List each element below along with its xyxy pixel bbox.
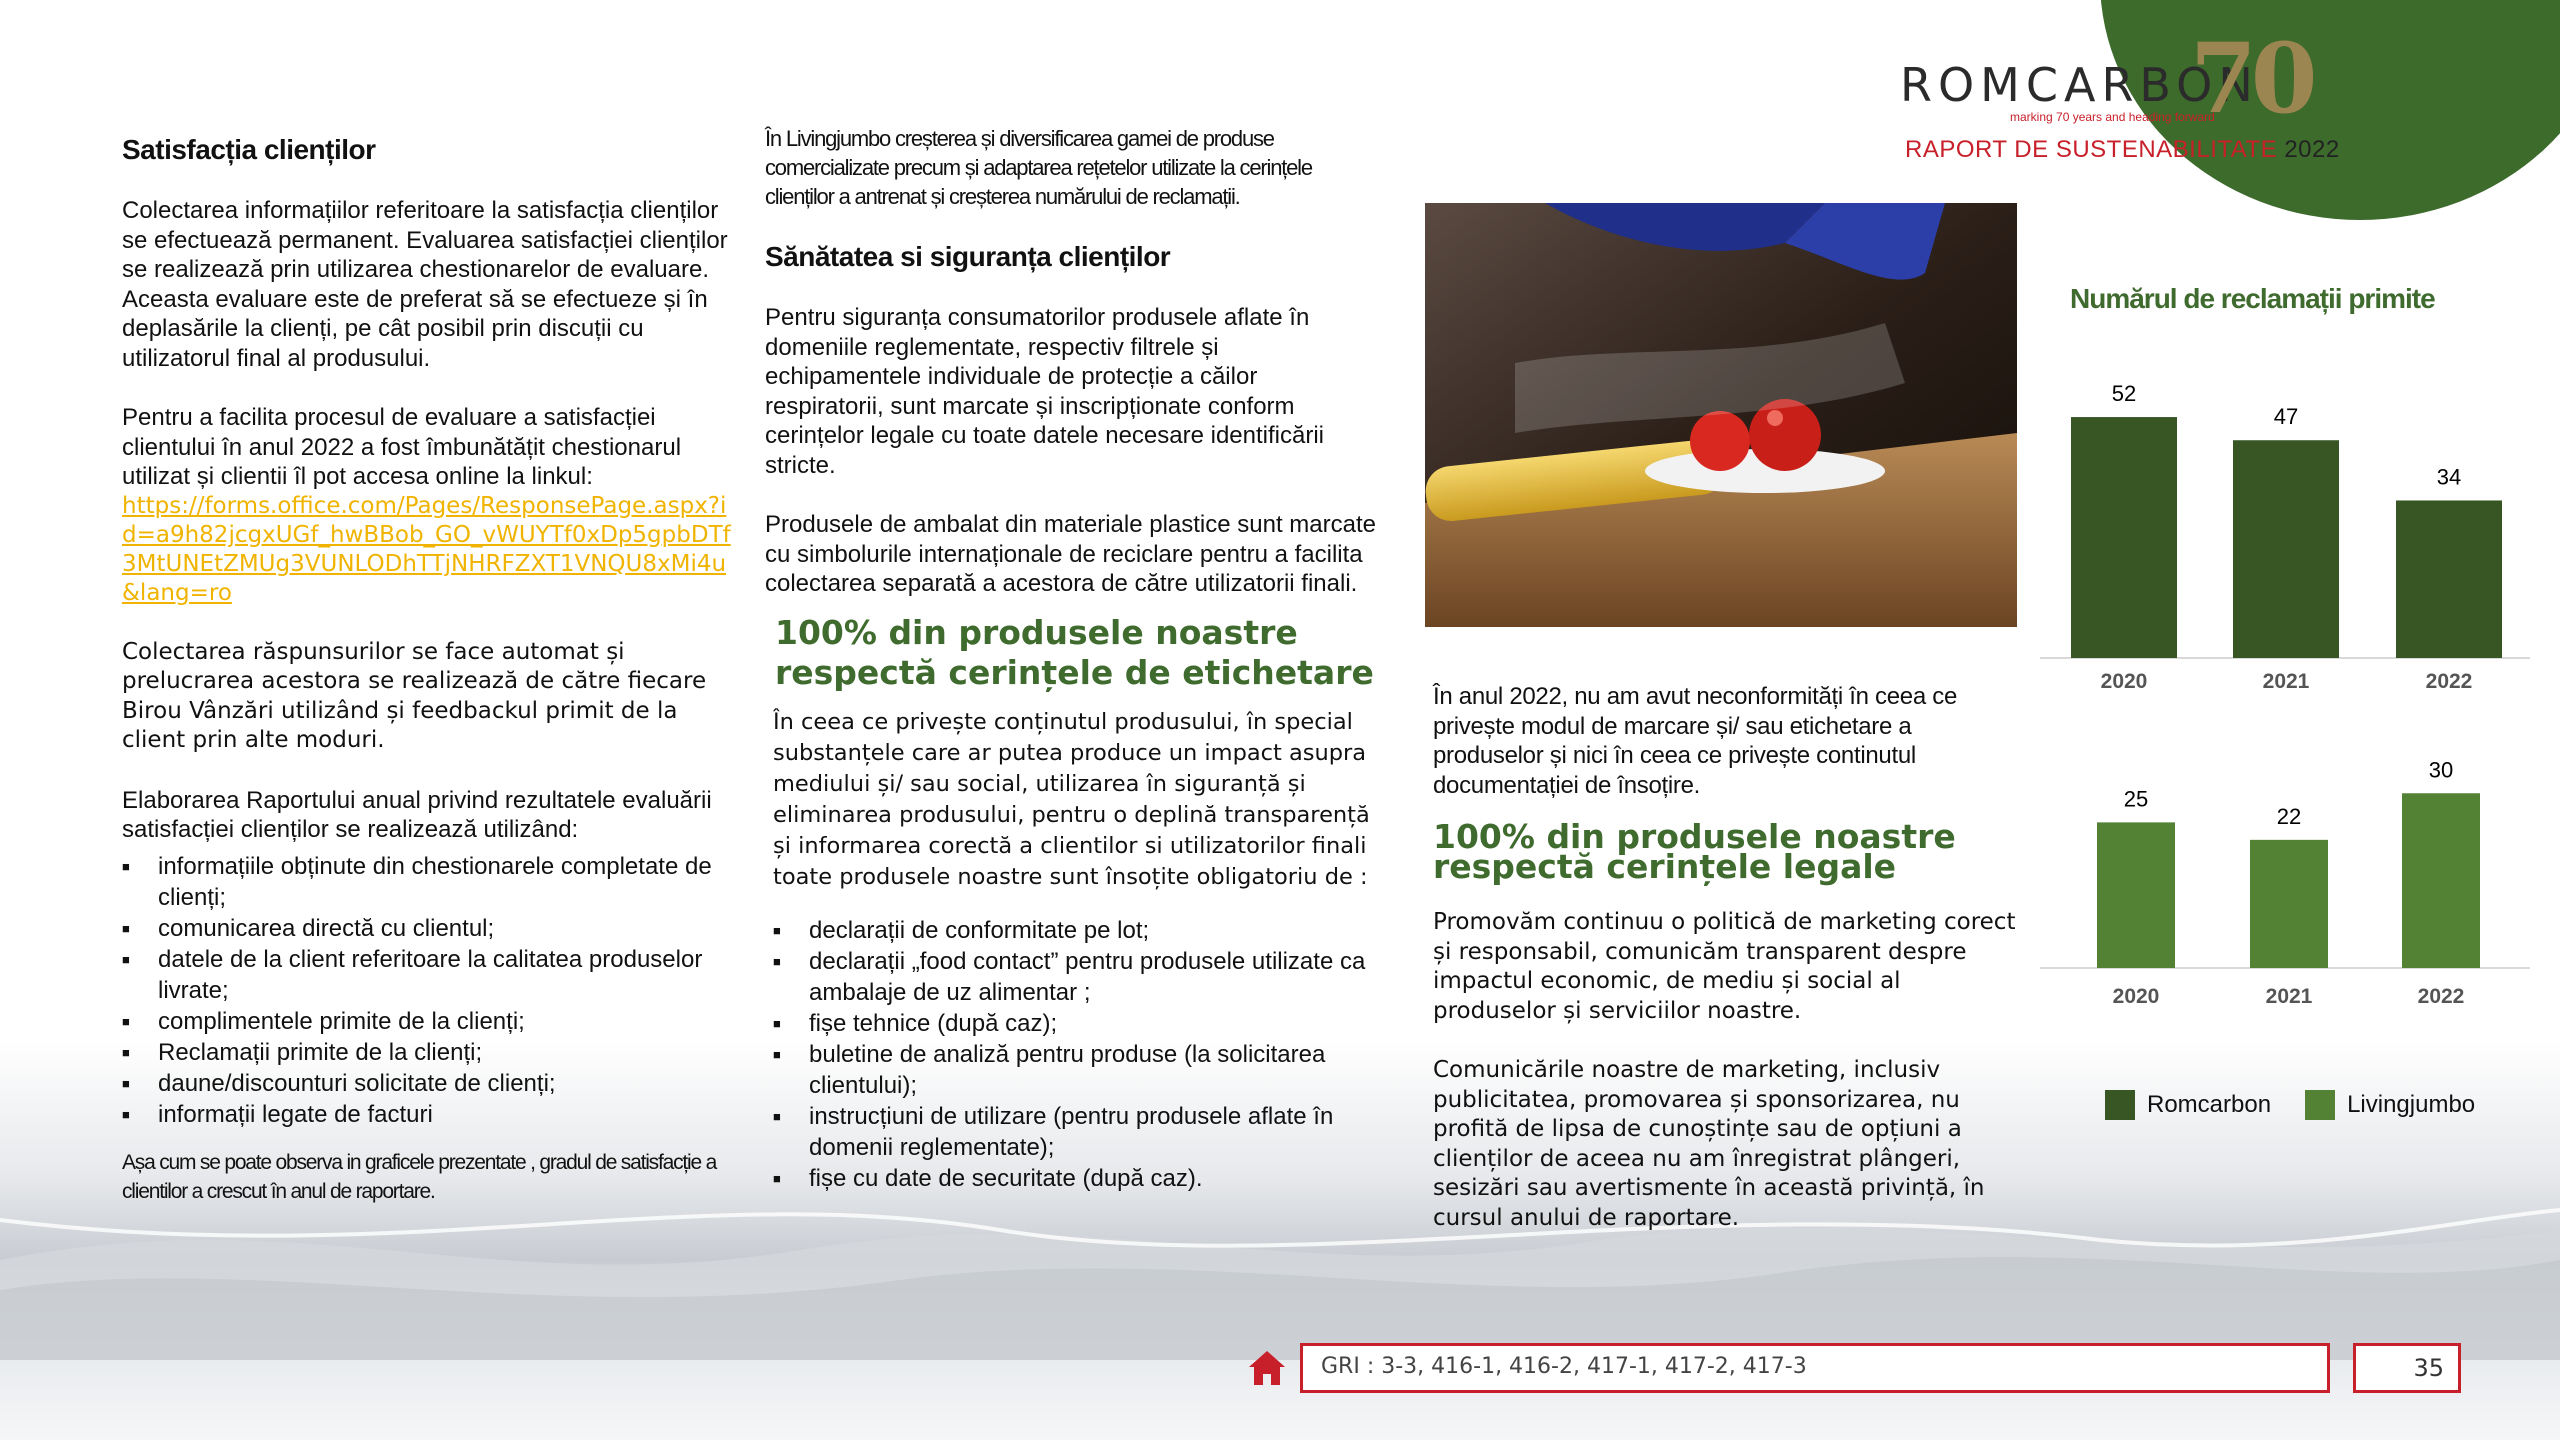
home-button[interactable] — [1247, 1349, 1287, 1387]
list-item: ■ declarații de conformitate pe lot; — [773, 915, 1380, 946]
chart-data-label: 47 — [2273, 404, 2299, 430]
chart-bar-2022 — [2402, 793, 2480, 968]
legend-item-romcarbon — [2105, 1090, 2271, 1120]
column-marketing — [1433, 682, 2018, 1233]
paragraph-consumer-safety: Pentru siguranța consumatorilor produsele aflate în domeniile reglementate, respectiv filtrele și echipamentele individuale de protecție a căilor respiratorii, sunt marcate și inscripționate conform cerințelor legale cu toate datele necesare identificării stricte. — [765, 304, 1324, 479]
legend-swatch-livingjumbo — [2305, 1090, 2335, 1120]
legend-item-livingjumbo — [2305, 1090, 2475, 1120]
chart-bar-2022 — [2396, 500, 2502, 658]
list-item: ■ instrucțiuni de utilizare (pentru produsele aflate în domenii reglementate); — [773, 1101, 1380, 1163]
chart-data-label: 22 — [2276, 803, 2302, 829]
paragraph-marketing-policy: Promovăm continuu o politică de marketing corect și responsabil, comunicăm transparent despre impactul economic, de mediu și social al produselor și serviciilor noastre. — [1433, 909, 2016, 1024]
accompanying-documents-list — [765, 915, 1380, 1194]
list-item: ■ datele de la client referitoare la calitatea produselor livrate; — [122, 944, 732, 1006]
list-item: ■ daune/discounturi solicitate de clienți; — [122, 1068, 732, 1099]
paragraph-questionnaire: Pentru a facilita procesul de evaluare a satisfacției clientului în anul 2022 a fost îmbunătățit chestionarul utilizat și clientii îl pot accesa online la linkul: — [122, 404, 682, 490]
logo-anniversary-number: 70 — [2190, 22, 2312, 135]
section-title-customer-satisfaction: Satisfacția clienților — [122, 134, 376, 165]
report-title-text: RAPORT DE SUSTENABILITATE — [1905, 136, 2278, 163]
chart-tick-label: 2020 — [2112, 985, 2160, 1008]
paragraph-livingjumbo-intro: În Livingjumbo creșterea și diversificarea gamei de produse comercializate precum și adaptarea rețetelor utilizate la cerințele clienților a antrenat și creșterea numărului de reclamații. — [765, 126, 1312, 209]
page-number: 35 — [2413, 1354, 2444, 1382]
list-item: ■ fișe tehnice (după caz); — [773, 1008, 1380, 1039]
chart-bar-2020 — [2071, 417, 2177, 658]
footnote-satisfaction: Așa cum se poate observa in graficele prezentate , gradul de satisfacție a clientilor a crescut în anul de raportare. — [122, 1150, 717, 1203]
list-item: ■ informații legate de facturi — [122, 1099, 732, 1130]
paragraph-product-content: În ceea ce privește conținutul produsului, în special substanțele care ar putea produce un impact asupra mediului și/ sau social, utilizarea în siguranță și eliminarea produsului, pentru o deplină transparență și informarea corectă a clientilor si utilizatorilor finali toate produsele noastre sunt însoțite obligatoriu de : — [773, 708, 1370, 890]
chart-bar-2021 — [2233, 440, 2339, 658]
list-item: ■ comunicarea directă cu clientul; — [122, 913, 732, 944]
chart-legend — [2105, 1090, 2475, 1120]
chart-bar-2020 — [2097, 822, 2175, 968]
chart-tick-label: 2021 — [2265, 985, 2313, 1008]
legend-swatch-romcarbon — [2105, 1090, 2135, 1120]
legend-label-livingjumbo: Livingjumbo — [2347, 1091, 2476, 1118]
column-customer-satisfaction — [122, 134, 732, 1206]
column-health-safety — [765, 124, 1380, 1194]
chart-bar-2021 — [2250, 840, 2328, 968]
highlight-labeling-compliance: 100% din produsele noastre respectă cerințele de etichetare — [775, 612, 1374, 692]
home-icon — [1247, 1349, 1287, 1387]
logo-wordmark: ROMCARBON — [1900, 58, 2259, 112]
company-logo — [1900, 22, 2320, 135]
list-item: ■ complimentele primite de la clienți; — [122, 1006, 732, 1037]
chart-title: Numărul de reclamații primite — [2070, 283, 2435, 314]
paragraph-recycling-symbols: Produsele de ambalat din materiale plastice sunt marcate cu simbolurile internaționale de reciclare pentru a facilita colectarea separată a acestora de către utilizatorii finali. — [765, 511, 1376, 597]
paragraph-satisfaction-intro: Colectarea informațiilor referitoare la satisfacția clienților se efectuează permanent. Evaluarea satisfacției clienților se realizează prin utilizarea chestionarelor de evaluare. — [122, 197, 728, 283]
section-title-health-safety: Sănătatea si siguranța clienților — [765, 241, 1171, 272]
chart-livingjumbo-complaints — [2040, 715, 2540, 1015]
list-item: ■ fișe cu date de securitate (după caz). — [773, 1163, 1380, 1194]
report-title — [1905, 136, 2340, 164]
paragraph-marketing-communications: Comunicările noastre de marketing, inclusiv publicitatea, promovarea și sponsorizarea, nu profită de lipsa de cunoștințe sau de opțiuni a clienților de aceea nu am înregistrat plângeri, sesizări sau avertismente în această privință, în cursul anului de raportare. — [1433, 1057, 1985, 1231]
questionnaire-link[interactable]: https://forms.office.com/Pages/ResponsePage.aspx?id=a9h82jcgxUGf_hwBBob_GO_vWUYTf0xDp5gpbDTf3MtUNEtZMUg3VUNLODhTTjNHRFZXT1VNQU8xMi4u&lang=ro — [122, 492, 731, 606]
chart-romcarbon-complaints — [2040, 340, 2540, 700]
list-item: ■ buletine de analiză pentru produse (la solicitarea clientului); — [773, 1039, 1380, 1101]
gri-reference-box — [1300, 1343, 2330, 1393]
satisfaction-sources-list — [122, 851, 732, 1130]
paragraph-no-nonconformities: În anul 2022, nu am avut neconformități în ceea ce privește modul de marcare și/ sau etichetare a produselor și nici în ceea ce privește continutul documentației de însoțire. — [1433, 683, 1958, 799]
highlight-legal-compliance: 100% din produsele noastre respectă cerințele legale — [1433, 817, 1956, 886]
list-item: ■ declarații „food contact” pentru produsele utilizate ca ambalaje de uz alimentar ; — [773, 946, 1380, 1008]
paragraph-annual-report: Elaborarea Raportului anual privind rezultatele evaluării satisfacției clienților se realizează utilizând: — [122, 786, 712, 843]
chart-data-label: 25 — [2123, 786, 2149, 812]
chart-data-label: 30 — [2428, 757, 2454, 783]
paragraph-satisfaction-visits: Aceasta evaluare este de preferat să se efectueze și în deplasările la clienți, pe cât posibil prin discuții cu utilizatorul final al produsului. — [122, 285, 708, 372]
chart-tick-label: 2022 — [2417, 985, 2465, 1008]
gri-references: GRI : 3-3, 416-1, 416-2, 417-1, 417-2, 417-3 — [1321, 1354, 1807, 1379]
report-year: 2022 — [2284, 136, 2340, 163]
chart-tick-label: 2021 — [2262, 670, 2310, 693]
photo-illustration — [1425, 203, 2017, 627]
chart-data-label: 34 — [2436, 464, 2462, 490]
photo-food-packaging — [1425, 203, 2017, 627]
page-number-box — [2353, 1343, 2461, 1393]
list-item: ■ Reclamații primite de la clienți; — [122, 1037, 732, 1068]
list-item: ■ informațiile obținute din chestionarele completate de clienți; — [122, 851, 732, 913]
chart-data-label: 52 — [2111, 381, 2137, 407]
paragraph-responses: Colectarea răspunsurilor se face automat și prelucrarea acestora se realizează de către fiecare Birou Vânzări utilizând și feedbackul primit de la client prin alte moduri. — [122, 638, 707, 753]
legend-label-romcarbon: Romcarbon — [2147, 1091, 2272, 1118]
logo-tagline: marking 70 years and heading forward — [2010, 110, 2215, 124]
chart-tick-label: 2020 — [2100, 670, 2148, 693]
chart-tick-label: 2022 — [2425, 670, 2473, 693]
